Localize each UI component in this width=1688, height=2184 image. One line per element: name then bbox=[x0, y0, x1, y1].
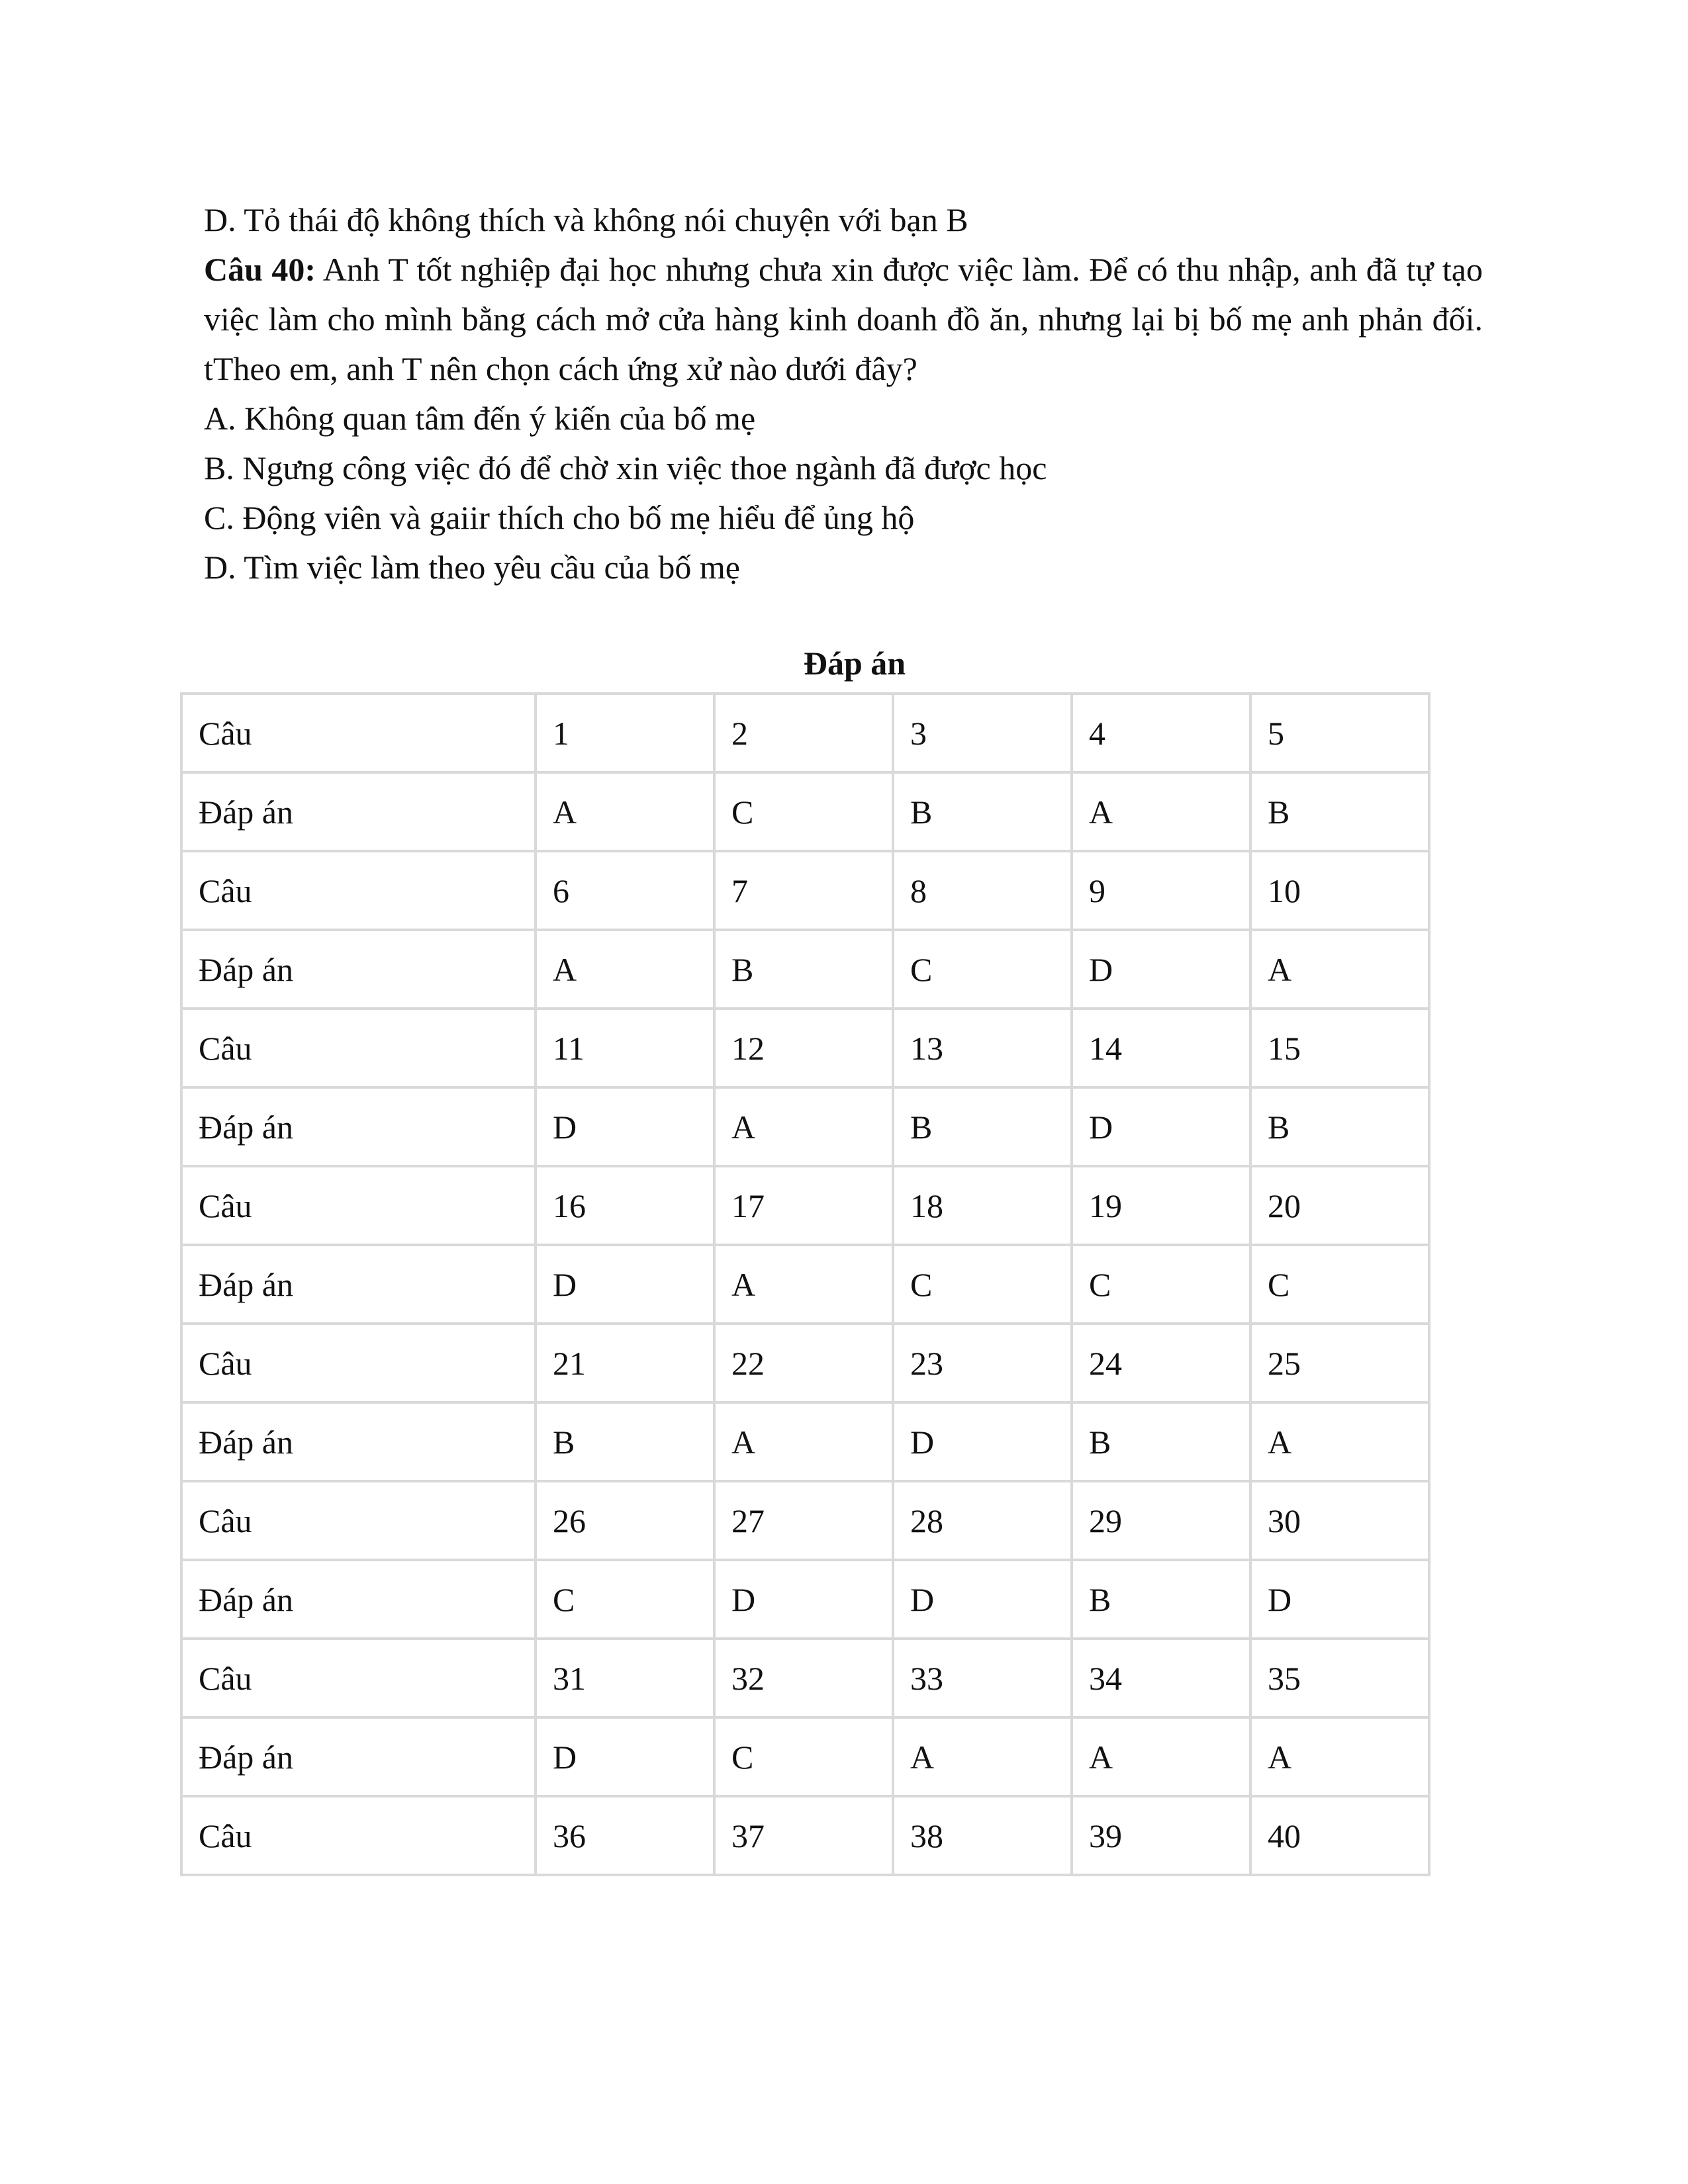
table-cell: 6 bbox=[536, 851, 714, 930]
table-cell: A bbox=[714, 1245, 893, 1324]
table-row-header-cell: Câu bbox=[181, 1639, 536, 1717]
table-cell: 12 bbox=[714, 1009, 893, 1087]
table-row-question-numbers bbox=[181, 1166, 1429, 1245]
table-cell: 17 bbox=[714, 1166, 893, 1245]
question-40-option-a: A. Không quan tâm đến ý kiến của bố mẹ bbox=[204, 400, 756, 437]
table-cell: D bbox=[714, 1560, 893, 1639]
table-cell: 8 bbox=[893, 851, 1072, 930]
table-cell: A bbox=[893, 1717, 1072, 1796]
question-40-option-d: D. Tìm việc làm theo yêu cầu của bố mẹ bbox=[204, 549, 740, 586]
table-cell: 34 bbox=[1072, 1639, 1250, 1717]
table-cell: A bbox=[536, 930, 714, 1009]
table-row-answers bbox=[181, 1717, 1429, 1796]
table-cell: 16 bbox=[536, 1166, 714, 1245]
table-cell: A bbox=[536, 772, 714, 851]
table-row-answers bbox=[181, 930, 1429, 1009]
table-row-header-cell: Câu bbox=[181, 1166, 536, 1245]
table-cell: 10 bbox=[1250, 851, 1429, 930]
table-row-question-numbers bbox=[181, 851, 1429, 930]
table-cell: B bbox=[1250, 772, 1429, 851]
table-cell: 39 bbox=[1072, 1796, 1250, 1875]
table-cell: B bbox=[1072, 1560, 1250, 1639]
table-cell: C bbox=[893, 1245, 1072, 1324]
table-cell: C bbox=[893, 930, 1072, 1009]
table-cell: A bbox=[1250, 1717, 1429, 1796]
answer-key-title: Đáp án bbox=[803, 645, 906, 682]
table-cell: B bbox=[893, 772, 1072, 851]
table-cell: C bbox=[536, 1560, 714, 1639]
table-cell: 38 bbox=[893, 1796, 1072, 1875]
table-cell: 23 bbox=[893, 1324, 1072, 1402]
table-cell: 1 bbox=[536, 694, 714, 772]
question-text-block bbox=[204, 195, 1483, 592]
table-cell: 18 bbox=[893, 1166, 1072, 1245]
table-row-header-cell: Câu bbox=[181, 1324, 536, 1402]
table-row-header-cell: Câu bbox=[181, 1009, 536, 1087]
table-row-answers bbox=[181, 1560, 1429, 1639]
table-cell: 25 bbox=[1250, 1324, 1429, 1402]
table-cell: 22 bbox=[714, 1324, 893, 1402]
table-cell: B bbox=[1250, 1087, 1429, 1166]
table-cell: A bbox=[714, 1402, 893, 1481]
table-row-question-numbers bbox=[181, 1796, 1429, 1875]
table-row-answers bbox=[181, 1245, 1429, 1324]
table-cell: D bbox=[536, 1717, 714, 1796]
question-40-stem bbox=[204, 245, 1483, 394]
table-row-question-numbers bbox=[181, 694, 1429, 772]
table-cell: 28 bbox=[893, 1481, 1072, 1560]
table-cell: 4 bbox=[1072, 694, 1250, 772]
table-row-question-numbers bbox=[181, 1481, 1429, 1560]
table-row-header-cell: Đáp án bbox=[181, 772, 536, 851]
table-cell: D bbox=[1072, 1087, 1250, 1166]
table-row-header-cell: Đáp án bbox=[181, 1717, 536, 1796]
table-cell: A bbox=[1250, 930, 1429, 1009]
table-row-answers bbox=[181, 1402, 1429, 1481]
table-row-header-cell: Đáp án bbox=[181, 1560, 536, 1639]
table-cell: 13 bbox=[893, 1009, 1072, 1087]
answer-key-table bbox=[180, 692, 1430, 1876]
table-cell: 32 bbox=[714, 1639, 893, 1717]
table-cell: 29 bbox=[1072, 1481, 1250, 1560]
table-row-header-cell: Đáp án bbox=[181, 1087, 536, 1166]
table-cell: D bbox=[1072, 930, 1250, 1009]
table-cell: 3 bbox=[893, 694, 1072, 772]
table-cell: 33 bbox=[893, 1639, 1072, 1717]
table-cell: B bbox=[536, 1402, 714, 1481]
table-cell: 31 bbox=[536, 1639, 714, 1717]
table-cell: 26 bbox=[536, 1481, 714, 1560]
table-cell: 2 bbox=[714, 694, 893, 772]
table-cell: 19 bbox=[1072, 1166, 1250, 1245]
table-cell: B bbox=[714, 930, 893, 1009]
table-cell: D bbox=[893, 1560, 1072, 1639]
table-cell: 40 bbox=[1250, 1796, 1429, 1875]
table-cell: C bbox=[1250, 1245, 1429, 1324]
table-cell: D bbox=[1250, 1560, 1429, 1639]
table-cell: C bbox=[714, 772, 893, 851]
table-cell: 14 bbox=[1072, 1009, 1250, 1087]
table-cell: A bbox=[714, 1087, 893, 1166]
answer-key-table-body bbox=[181, 694, 1429, 1875]
table-cell: 37 bbox=[714, 1796, 893, 1875]
table-cell: A bbox=[1072, 1717, 1250, 1796]
question-40-option-b: B. Ngưng công việc đó để chờ xin việc thoe ngành đã được học bbox=[204, 449, 1047, 486]
question-40-label: Câu 40: bbox=[204, 251, 316, 288]
table-row-header-cell: Đáp án bbox=[181, 930, 536, 1009]
table-row-header-cell: Câu bbox=[181, 1796, 536, 1875]
table-row-question-numbers bbox=[181, 1009, 1429, 1087]
table-cell: D bbox=[536, 1087, 714, 1166]
table-row-question-numbers bbox=[181, 1324, 1429, 1402]
table-cell: 24 bbox=[1072, 1324, 1250, 1402]
table-row-header-cell: Câu bbox=[181, 694, 536, 772]
table-cell: 11 bbox=[536, 1009, 714, 1087]
table-cell: B bbox=[893, 1087, 1072, 1166]
table-cell: D bbox=[893, 1402, 1072, 1481]
table-cell: 27 bbox=[714, 1481, 893, 1560]
table-row-header-cell: Câu bbox=[181, 1481, 536, 1560]
table-cell: 30 bbox=[1250, 1481, 1429, 1560]
table-cell: 15 bbox=[1250, 1009, 1429, 1087]
table-row-header-cell: Đáp án bbox=[181, 1245, 536, 1324]
table-cell: 20 bbox=[1250, 1166, 1429, 1245]
table-cell: A bbox=[1072, 772, 1250, 851]
table-cell: A bbox=[1250, 1402, 1429, 1481]
table-cell: B bbox=[1072, 1402, 1250, 1481]
table-cell: 21 bbox=[536, 1324, 714, 1402]
table-cell: 9 bbox=[1072, 851, 1250, 930]
table-cell: 36 bbox=[536, 1796, 714, 1875]
table-cell: D bbox=[536, 1245, 714, 1324]
table-row-answers bbox=[181, 1087, 1429, 1166]
table-cell: 7 bbox=[714, 851, 893, 930]
table-row-header-cell: Đáp án bbox=[181, 1402, 536, 1481]
question-40-option-c: C. Động viên và gaiir thích cho bố mẹ hiểu để ủng hộ bbox=[204, 499, 915, 536]
table-cell: C bbox=[1072, 1245, 1250, 1324]
table-cell: 35 bbox=[1250, 1639, 1429, 1717]
table-row-header-cell: Câu bbox=[181, 851, 536, 930]
question-40-text: Anh T tốt nghiệp đại học nhưng chưa xin được việc làm. Để có thu nhập, anh đã tự tạo việc làm cho mình bằng cách mở cửa hàng kinh doanh đồ ăn, nhưng lại bị bố mẹ anh phản đối. tTheo em, anh T nên chọn cách ứng xử nào dưới đây? bbox=[204, 251, 1483, 387]
prev-question-option-d: D. Tỏ thái độ không thích và không nói chuyện với bạn B bbox=[204, 201, 968, 238]
table-row-answers bbox=[181, 772, 1429, 851]
table-cell: 5 bbox=[1250, 694, 1429, 772]
table-cell: C bbox=[714, 1717, 893, 1796]
table-row-question-numbers bbox=[181, 1639, 1429, 1717]
